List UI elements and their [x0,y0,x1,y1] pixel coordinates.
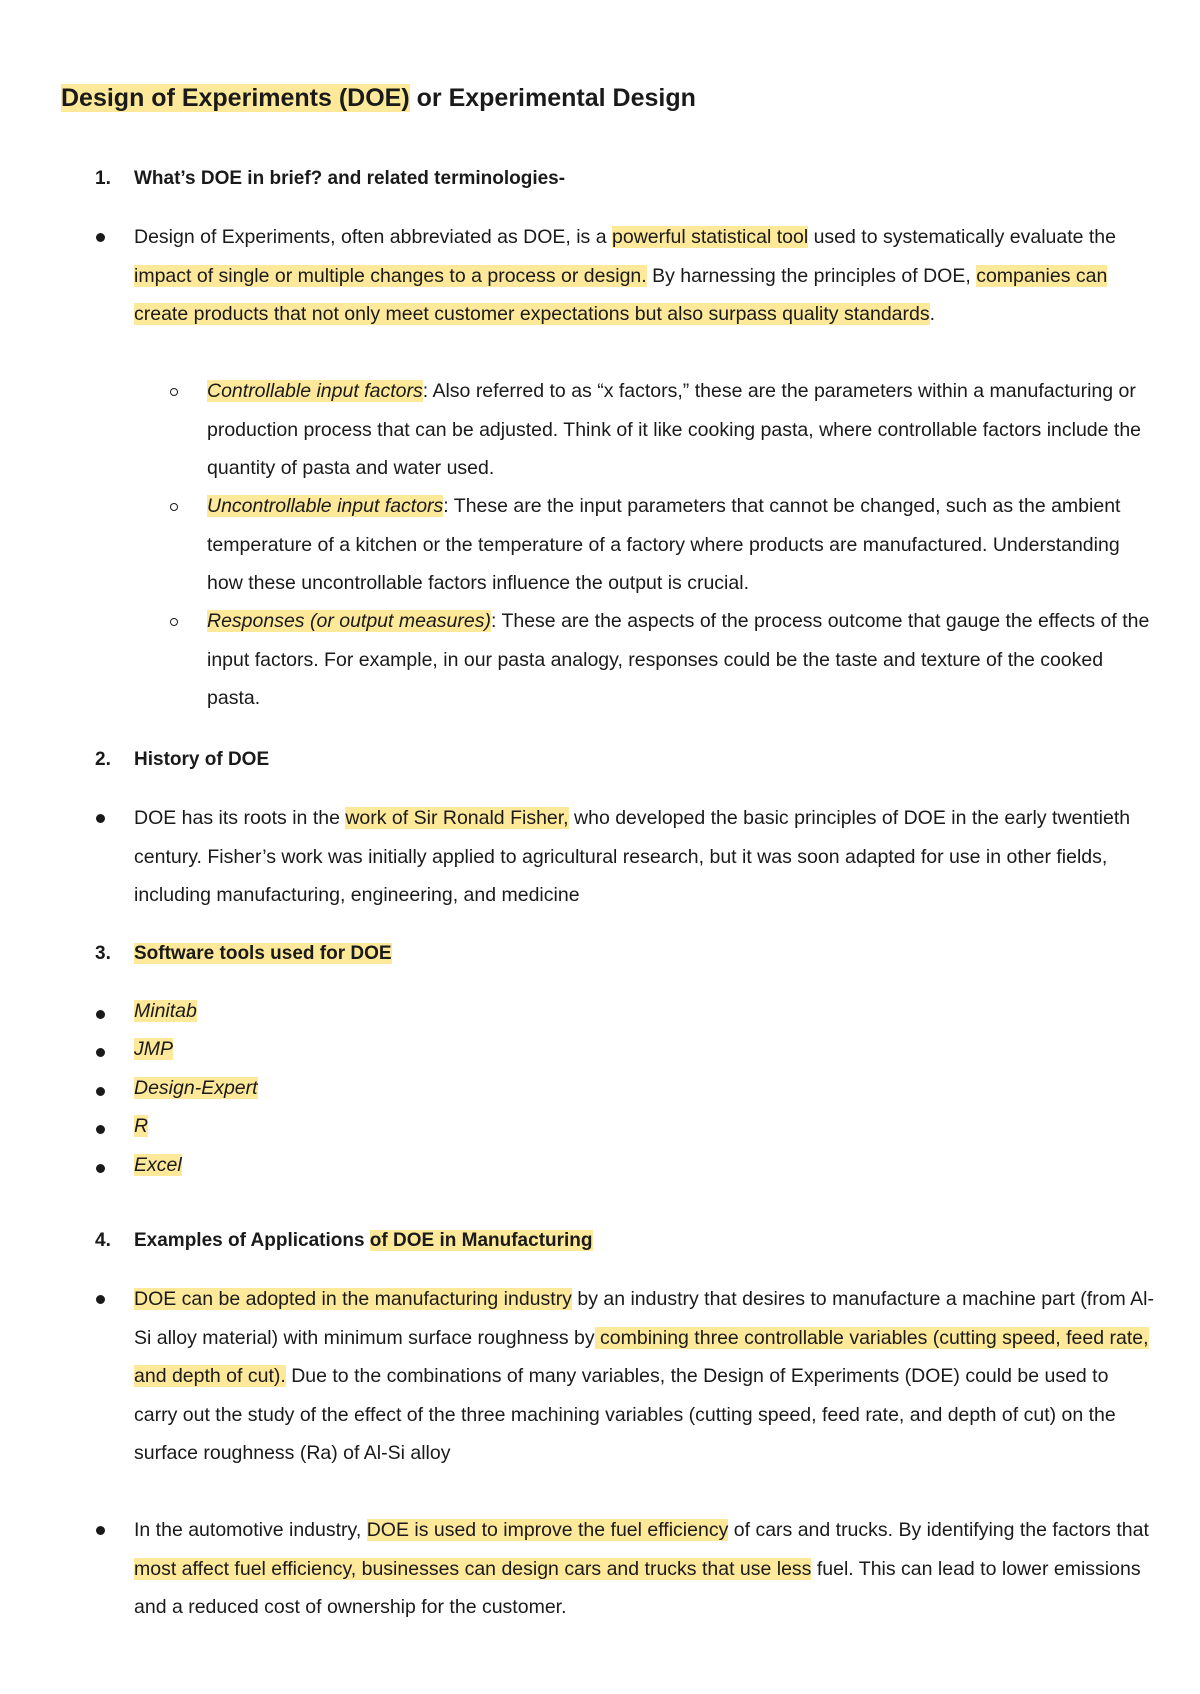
bullet-icon [96,1087,105,1096]
circle-bullet-icon [170,618,178,626]
doe-intro-paragraph: Design of Experiments, often abbreviated as DOE, is a powerful statistical tool used to systematically evaluate the impact of single or multiple changes to a process or design. By harnessing the principles of DOE, companies can create products that not only meet customer expectations but also surpass quality standards. [134,226,1117,325]
circle-bullet-icon [170,388,178,396]
bullet-icon [96,814,105,823]
tool-item-design-expert: Design-Expert [134,1077,258,1099]
bullet-icon [96,1164,105,1173]
section-4-heading: 4. Examples of Applications of DOE in Manufacturing [95,1230,593,1251]
tool-item-minitab: Minitab [134,1000,197,1022]
section-1-heading: 1. What’s DOE in brief? and related terminologies- [95,168,566,189]
title-highlight: Design of Experiments (DOE) [61,84,410,112]
tool-item-jmp: JMP [134,1038,173,1060]
uncontrollable-factors-item: Uncontrollable input factors: These are the input parameters that cannot be changed, such as the ambient temperature of a kitchen or the temperature of a factory where products are manufactured. Understanding how these uncontrollable factors influence the output is crucial. [207,495,1121,594]
tool-item-r: R [134,1115,149,1137]
bullet-icon [96,233,105,242]
tool-item-excel: Excel [134,1154,182,1176]
section-3-heading: 3. Software tools used for DOE [95,943,392,964]
history-paragraph: DOE has its roots in the work of Sir Ronald Fisher, who developed the basic principles of DOE in the early twentieth century. Fisher’s work was initially applied to agricultural research, but it was soon adapted for use in other fields, including manufacturing, engineering, and medicine [134,807,1131,906]
section-2-heading: 2. History of DOE [95,749,270,770]
title-rest: or Experimental Design [409,84,696,112]
bullet-icon [96,1526,105,1535]
circle-bullet-icon [170,503,178,511]
automotive-example-paragraph: In the automotive industry, DOE is used to improve the fuel efficiency of cars and trucks. By identifying the factors that most affect fuel efficiency, businesses can design cars and trucks that use less fuel. This can lead to lower emissions and a reduced cost of ownership for the customer. [134,1519,1149,1618]
bullet-icon [96,1048,105,1057]
document-title [61,80,696,116]
responses-item: Responses (or output measures): These are the aspects of the process outcome that gauge the effects of the input factors. For example, in our pasta analogy, responses could be the taste and texture of the cooked pasta. [207,610,1150,709]
controllable-factors-item: Controllable input factors: Also referred to as “x factors,” these are the parameters within a manufacturing or production process that can be adjusted. Think of it like cooking pasta, where controllable factors include the quantity of pasta and water used. [207,380,1142,479]
bullet-icon [96,1295,105,1304]
bullet-icon [96,1010,105,1019]
bullet-icon [96,1125,105,1134]
manufacturing-example-paragraph: DOE can be adopted in the manufacturing industry by an industry that desires to manufacture a machine part (from Al-Si alloy material) with minimum surface roughness by combining three controllable variables (cutting speed, feed rate, and depth of cut). Due to the combinations of many variables, the Design of Experiments (DOE) could be used to carry out the study of the effect of the three machining variables (cutting speed, feed rate, and depth of cut) on the surface roughness (Ra) of Al-Si alloy [134,1288,1154,1464]
